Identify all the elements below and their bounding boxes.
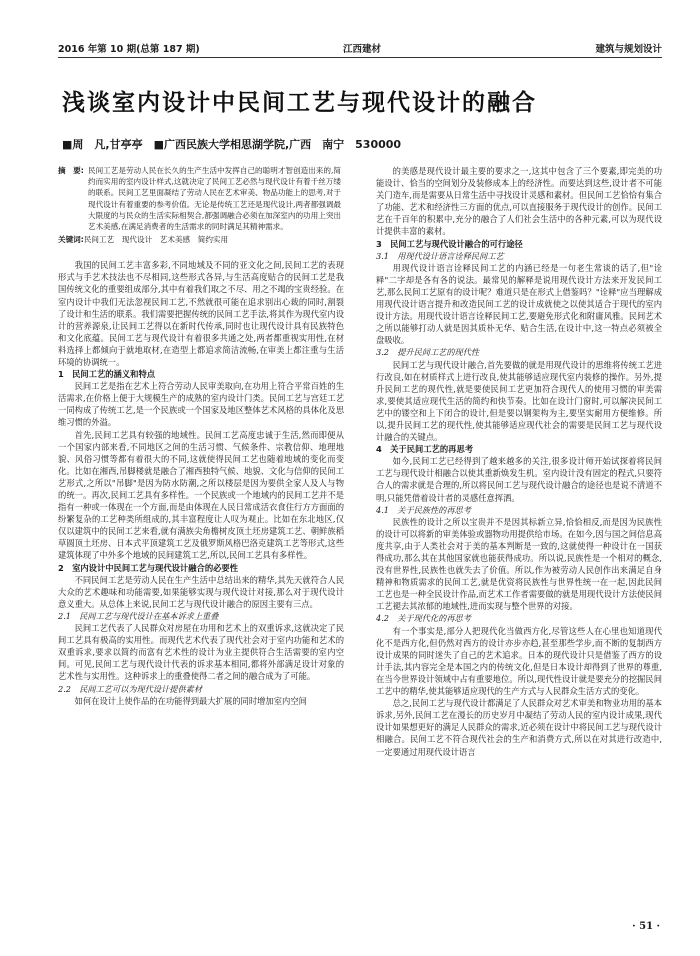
paragraph: 不同民间工艺是劳动人民在生产生活中总结出来的精华,其先天就符合人民大众的艺术趣味和功能需要,如果能够实现与现代设计对接,那么对于现代设计意义重大。从总体上来说,民间工艺与现代设计融合的原因主要有三点。 bbox=[58, 574, 344, 609]
paragraph: 我国的民间工艺丰富多彩,不同地域及不同的亚文化之间,民间工艺的表现形式与手艺术技法也不尽相同,这些形式各异,与生活高度贴合的民间工艺是我国传统文化的重要组成部分,其中有着我们取之不尽、用之不竭的宝贵经验。在室内设计中我们无法忽视民间工艺,不然就很可能在追求别出心裁的同时,割裂了设计和生活的联系。我们需要把握传统的民间工艺手法,将其作为现代室内设计的营养源泉,让民间工艺得以在新时代传承,同时也让现代设计具有民族特色和文化底蕴。民间工艺与现代设计有着很多共通之处,两者都重视实用性,在材料选择上都倾向于就地取材,在造型上都追求简洁流畅,在审美上都注重与生活环境的协调统一。 bbox=[58, 260, 344, 367]
subsection-heading: 4.1 关于民族性的再思考 bbox=[376, 504, 471, 515]
abstract-label: 摘 要: bbox=[58, 166, 84, 175]
keywords bbox=[58, 234, 344, 245]
left-column bbox=[58, 165, 344, 707]
subsection-heading: 2.2 民间工艺可以为现代设计提供素材 bbox=[58, 683, 203, 694]
subsection-heading: 3.2 提升民间工艺的现代性 bbox=[376, 347, 480, 358]
paragraph: 民间工艺代表了人民群众对房屋在功用和艺术上的双重诉求,这就决定了民间工艺具有极高的实用性。而现代艺术代表了现代社会对于室内功能和艺术的双重诉求,要求以简约而富有艺术性的设计为业主提供符合生活需要的室内空间。可见,民间工艺与现代设计代表的诉求基本相同,都将外部满足设计对象的艺术性与实用性。这种诉求上的重叠使得二者之间的融合成为了可能。 bbox=[58, 623, 344, 682]
keywords-label: 关键词: bbox=[58, 235, 84, 245]
paragraph: 民族性的设计之所以宝贵并不是因其标新立异,恰恰相反,而是因为民族性的设计可以将新的审美体验或器物功用提供给市场。在如今,因与国之间信息高度共享,由于人类社会对于美的基本判断是一致的,这就使得一种设计在一国获得成功,那么其在其他国家就也能获得成功。所以说,民族性是一个相对的概念,没有世界性,民族性也就失去了价值。所以,作为被劳动人民创作出来满足自身精神和物质需求的民间工艺,就是优资将民族性与世界性统一在一起,因此民间工艺也是一种全民设计作品,而艺术工作者需要做的就是用现代设计方法使民间工艺褪去其浓郁的地域性,进而实现与整个世界的对接。 bbox=[376, 516, 662, 612]
section-heading: 1 民间工艺的涵义和特点 bbox=[58, 369, 156, 380]
author-line: ■周 凡,甘亭亭 ■广西民族大学相思湖学院,广西 南宁 530000 bbox=[62, 138, 402, 151]
left-body bbox=[58, 259, 344, 706]
paragraph: 民间工艺是指在艺术上符合劳动人民审美取向,在功用上符合平常百姓的生活需求,在价格上便于大规模生产的成熟的室内设计门类。民间工艺与宫廷工艺一同构成了传统工艺,是一个民族或一个国家及地区整体艺术风格的具体化及思维习惯的外溢。 bbox=[58, 381, 344, 428]
page-number: · 51 · bbox=[632, 921, 660, 932]
running-header bbox=[58, 41, 662, 55]
paragraph: 如今,民间工艺已经得到了越来越多的关注,很多设计师开始试探着将民间工艺与现代设计相融合以使其重新焕发生机。室内设计没有固定的程式,只要符合人的需求就是合理的,所以将民间工艺与现代设计融合的途径也是说不清道不明,只能凭借着设计者的灵感任意挥洒。 bbox=[376, 456, 662, 503]
subsection-heading: 2.1 民间工艺与现代设计在基本诉求上重叠 bbox=[58, 610, 219, 621]
subsection-heading: 4.2 关于现代化的再思考 bbox=[376, 613, 471, 624]
section-heading: 3 民间工艺与现代设计融合的可行途径 bbox=[376, 238, 523, 249]
right-body bbox=[376, 165, 662, 758]
paragraph: 用现代设计语言诠释民间工艺的内涵已经是一句老生常谈的话了,但"诠释"二字却是各有各的说法。最常见的解释是说用现代设计方法来开发民间工艺,那么民间工艺原有的设计呢？难道只是在形式上借鉴吗？"诠释"应当理解成用现代设计语言提升和改造民间工艺的设计成就使之以使其适合于现代的室内设计方法。用现代设计语言诠释民间工艺,要避免形式化和附庸风雅。民间艺术之所以能够打动人就是因其质朴无华、贴合生活,在设计中,这一特点必须被全盘吸收。 bbox=[376, 262, 662, 346]
paragraph: 首先,民间工艺具有较强的地域性。民间工艺高度忠诚于生活,然而即便从一个国家内部来看,不同地区之间的生活习惯、气候条件、宗教信仰、地理地貌、风俗习惯等都有着很大的不同,这就使得民间工艺也随着地域的变化而变化。比如在湘西,吊脚楼就是融合了湘西独特气候、地貌、文化与信仰的民间工艺形式,之所以"吊脚"是因为防水防潮,之所以楼层是因为要供全家人及人与物的统一。再次,民间工艺具有多样性。一个民族或一个地域内的民间工艺并不是指有一种或一体现在一个方面,而是由体现在人民日常成活衣食住行方方面面的纷繁复杂的工艺种类所组成的,其丰富程度让人叹为观止。比如在东北地区,仅仅以建筑中的民间工艺来看,就有满族尖角檐树皮顶土坯房建筑工艺、朝鲜族稻草圆顶土坯房、日本式平顶建筑工艺及俄罗斯风格巴洛克建筑工艺等形式,这些建筑体现了中外多个地域的民间建筑工艺,所以,民间工艺具有多样性。 bbox=[58, 429, 344, 561]
paragraph: 的美感是现代设计最主要的要求之一,这其中包含了三个要素,即完美的功能设计、恰当的空间划分及装修成本上的经济性。而要达到这些,设计者不可能关门造车,而是需要从日常生活中寻找设计灵感和素材。但民间工艺恰恰有集合了功能、艺术和经济性三方面的优点,可以直接服务于现代设计的创作。民间工艺在千百年的积累中,充分的融合了人们社会生活中的各种元素,可以为现代设计提供丰富的素材。 bbox=[376, 166, 662, 237]
keywords-text: 民间工艺 现代设计 艺术美感 简约实用 bbox=[83, 235, 229, 245]
section-name: 建筑与规划设计 bbox=[595, 44, 662, 55]
paragraph: 总之,民间工艺与现代设计都满足了人民群众对艺术审美和物业功用的基本诉求,另外,民间工艺在漫长的历史岁月中凝结了劳动人民的室内设计成果,现代设计如果想更好的满足人民群众的需求,近必须在设计中将民间工艺与现代设计相融合。民间工艺不符合现代社会的生产和消费方式,所以在对其进行改造中,一定要通过用现代设计语言 bbox=[376, 698, 662, 757]
header-divider bbox=[58, 57, 662, 58]
paragraph: 如何在设计上使作品的在功能得到最大扩展的同时增加室内空间 bbox=[74, 695, 307, 706]
journal-issue: 2016 年第 10 期(总第 187 期) bbox=[58, 44, 200, 55]
paragraph: 民间工艺与现代设计融合,首先要做的就是用现代设计的思维将传统工艺进行改良,如在材质样式上进行改良,使其能够适应现代室内装修的操作。另外,提升民间工艺的现代性,就是要使民间工艺更加符合现代人的使用习惯的审美需求,要使其适应现代生活的简约和快节奏。比如在设计门窗时,可以解决民间工艺中的镂空和上下闭合的设计,但是要以钢架构为主,要坚实耐用方便维修。所以,提升民间工艺的现代性,使其能够适应现代社会的需要是民间工艺与现代设计融合的关键点。 bbox=[376, 359, 662, 443]
abstract bbox=[58, 165, 344, 232]
section-heading: 2 室内设计中民间工艺与现代设计融合的必要性 bbox=[58, 562, 239, 573]
article-title: 浅谈室内设计中民间工艺与现代设计的融合 bbox=[62, 90, 537, 116]
section-heading: 4 关于民间工艺的再思考 bbox=[376, 444, 474, 455]
journal-name: 江西建材 bbox=[343, 44, 382, 55]
paragraph: 有一个事实是,部分人把现代化当做西方化,尽管这些人在心里也知道现代化不是西方化,但仍然对西方的设计亦步亦趋,甚至那些学步,而不断的复制西方设计成果的同时迷失了自己的艺术追求。日本的现代设计只是借鉴了西方的设计手法,其内容完全是本国之内的传统文化,但是日本设计却得到了世界的尊重,在当今世界设计领域中占有重要地位。所以,现代性设计就是要充分的挖掘民间工艺中的精华,使其能够适应现代的生产方式与人民群众生活方式的变化。 bbox=[376, 625, 662, 697]
abstract-text: 民间工艺是劳动人民在长久的生产生活中发挥自己的聪明才智创造出来的,简约而实用的室内设计样式,这就决定了民间工艺必然与现代设计有着千丝万缕的联系。民间工艺里面凝结了劳动人民在艺术审美、物品功能上的思考,对于现代设计有着重要的参考价值。无论是传统工艺还是现代设计,两者都强调最大限度的与民众的生活实际相契合,都强调融合必须在加深室内的功用上突出艺术美感,在满足消费者的生活需求的同时满足其精神需求。 bbox=[88, 166, 342, 232]
subsection-heading: 3.1 用现代设计语言诠释民间工艺 bbox=[376, 250, 504, 261]
right-column bbox=[376, 165, 662, 758]
